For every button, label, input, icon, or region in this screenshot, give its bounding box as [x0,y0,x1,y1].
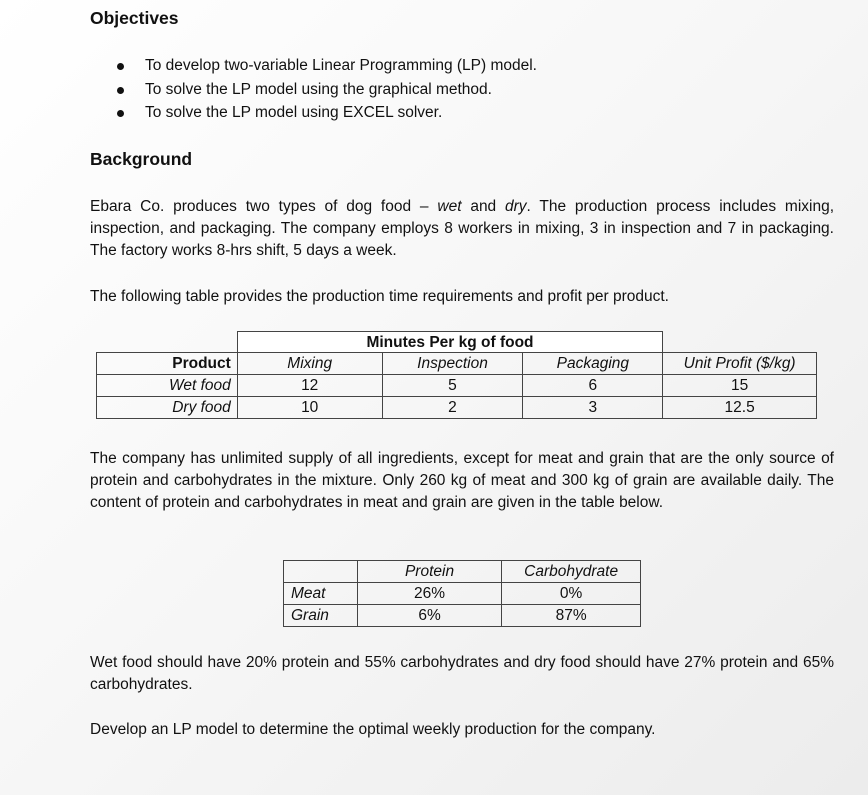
table-header-row [284,561,641,583]
table-cell: 2 [382,397,523,419]
table-cell: 5 [382,375,523,397]
bullet-icon [117,63,124,70]
table-group-header: Minutes Per kg of food [237,331,663,353]
table-cell: 6% [357,605,501,627]
table-cell: 12 [237,375,382,397]
background-paragraph-3: The company has unlimited supply of all ingredients, except for meat and grain that are the only source of protein and carbohydrates in the mixture. Only 260 kg of meat and 300 kg of grain are available daily. The content of protein and carbohydrates in meat and grain are given in the table below. [90,450,834,511]
bullet-icon [117,87,124,94]
table-cell: Grain [284,605,358,627]
background-paragraph-2: The following table provides the production time requirements and profit per product. [90,288,669,305]
table-cell: 10 [237,397,382,419]
table-row [284,583,641,605]
table-cell: 12.5 [663,397,817,419]
table-cell: 6 [523,375,663,397]
table-cell: Dry food [97,397,238,419]
background-paragraph-5: Develop an LP model to determine the optimal weekly production for the company. [90,721,656,738]
table-header-cell: Product [97,353,238,375]
background-paragraph-1: Ebara Co. produces two types of dog food – wet and dry. The production process includes mixing, inspection, and packaging. The company employs 8 workers in mixing, 3 in inspection and 7 in packaging. The factory works 8-hrs shift, 5 days a week. [90,198,834,259]
objectives-heading: Objectives [90,8,179,28]
table-header-cell: Mixing [237,353,382,375]
objectives-list [117,54,537,125]
table-row [97,397,817,419]
production-table [96,352,817,419]
table-header-cell: Unit Profit ($/kg) [663,353,817,375]
list-item: To develop two-variable Linear Programming (LP) model. [117,54,537,78]
table-cell: 87% [502,605,641,627]
table-cell: 26% [357,583,501,605]
ingredient-table [283,560,641,627]
table-header-cell: Carbohydrate [502,561,641,583]
table-header-cell [284,561,358,583]
list-item: To solve the LP model using the graphical method. [117,78,537,102]
bullet-icon [117,110,124,117]
table-header-cell: Packaging [523,353,663,375]
table-cell: Wet food [97,375,238,397]
table-row [97,375,817,397]
table-cell: 3 [523,397,663,419]
table-row [284,605,641,627]
table-header-cell: Protein [357,561,501,583]
table-header-row [97,353,817,375]
table-header-cell: Inspection [382,353,523,375]
table-cell: 0% [502,583,641,605]
background-heading: Background [90,149,193,169]
background-paragraph-4: Wet food should have 20% protein and 55% carbohydrates and dry food should have 27% protein and 65% carbohydrates. [90,654,834,693]
table-cell: 15 [663,375,817,397]
table-cell: Meat [284,583,358,605]
list-item: To solve the LP model using EXCEL solver. [117,101,537,125]
